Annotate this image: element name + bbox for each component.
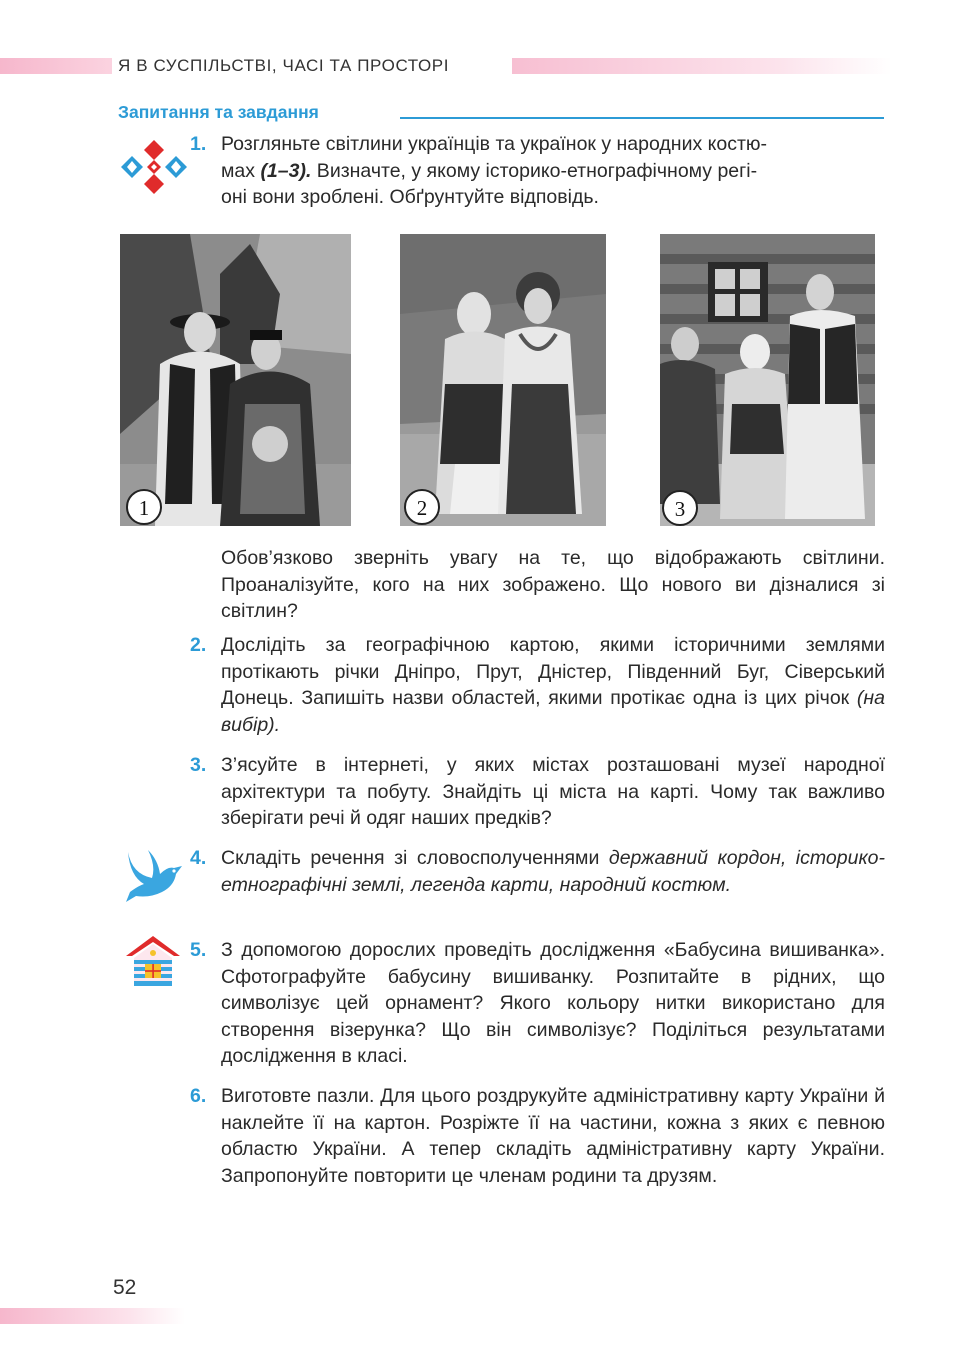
task-number: 2. <box>190 634 207 656</box>
task-6 <box>190 1083 885 1189</box>
task-number: 3. <box>190 754 207 776</box>
header-band-right <box>512 58 892 74</box>
task-1-line-2a: мах <box>221 159 256 182</box>
photo-label-1: 1 <box>126 489 162 525</box>
photo-3 <box>660 234 875 526</box>
task-1-continuation <box>190 545 885 625</box>
task-number: 5. <box>190 939 207 961</box>
task-2-italic: (на вибір). <box>221 687 885 736</box>
section-title: Запитання та завдання <box>118 102 319 122</box>
task-4-text: Складіть речення зі словосполученнями <box>221 847 609 869</box>
photo-label-3: 3 <box>662 490 698 526</box>
house-icon <box>124 934 182 988</box>
footer-band <box>0 1308 185 1324</box>
task-1 <box>190 131 885 211</box>
section-underline <box>400 117 884 119</box>
task-number: 6. <box>190 1085 207 1107</box>
task-3-text: З’ясуйте в інтернеті, у яких містах розташовані музеї народної архітектури та побуту. Знайдіть ці міста на карті. Чому так важливо зберігати речі й одяг наших предків? <box>221 754 885 829</box>
ornament-icon <box>120 138 188 196</box>
task-6-text: Виготовте пазли. Для цього роздрукуйте адміністративну карту України й наклейте її на картон. Розріжте її на частини, кожна з яких є певною областю України. А тепер складіть адміністративну карту України. Запропонуйте повторити це членам родини та друзям. <box>221 1085 885 1187</box>
task-number: 4. <box>190 847 207 869</box>
dove-icon <box>122 846 184 904</box>
task-number: 1. <box>190 133 207 155</box>
task-3 <box>190 752 885 832</box>
photo-2 <box>400 234 606 526</box>
task-5-text: З допомогою дорослих проведіть дослідження «Бабусина вишиванка». Сфотографуйте бабусину вишиванку. Розпитайте в рідних, що символізує цей орнамент? Якого кольору нитки використано для створення візерунка? Що він символізує? Поділіться результатами дослідження в класі. <box>221 939 885 1067</box>
task-2 <box>190 632 885 738</box>
running-header: Я В СУСПІЛЬСТВІ, ЧАСІ ТА ПРОСТОРІ <box>118 56 450 75</box>
photo-label-2: 2 <box>404 489 440 525</box>
page-number: 52 <box>113 1276 137 1299</box>
task-1-line-2b: Визначте, у якому історико-етнографічному регі- <box>311 159 758 182</box>
task-5 <box>190 937 885 1070</box>
header-band-left <box>0 58 112 74</box>
task-1-continuation-text: Обов’язково зверніть увагу на те, що відображають світлини. Проаналізуйте, кого на них зображено. Що нового ви дізналися зі світлин? <box>221 547 885 622</box>
task-1-line-3: оні вони зроблені. Обґрунтуйте відповідь. <box>221 186 599 208</box>
task-4 <box>190 845 885 898</box>
task-1-photo-ref: (1–3). <box>260 159 312 182</box>
task-2-text: Дослідіть за географічною картою, якими історичними землями протікають річки Дніпро, Прут, Дністер, Південний Буг, Сіверський Донець. Запишіть назви областей, якими протікає одна із цих річок <box>221 634 885 709</box>
task-1-line-1: Розгляньте світлини українців та українок у народних костю- <box>221 133 768 155</box>
photo-1 <box>120 234 351 526</box>
task-4-italic: державний кордон, історико-етнографічні землі, легенда карти, народний костюм. <box>221 847 885 896</box>
